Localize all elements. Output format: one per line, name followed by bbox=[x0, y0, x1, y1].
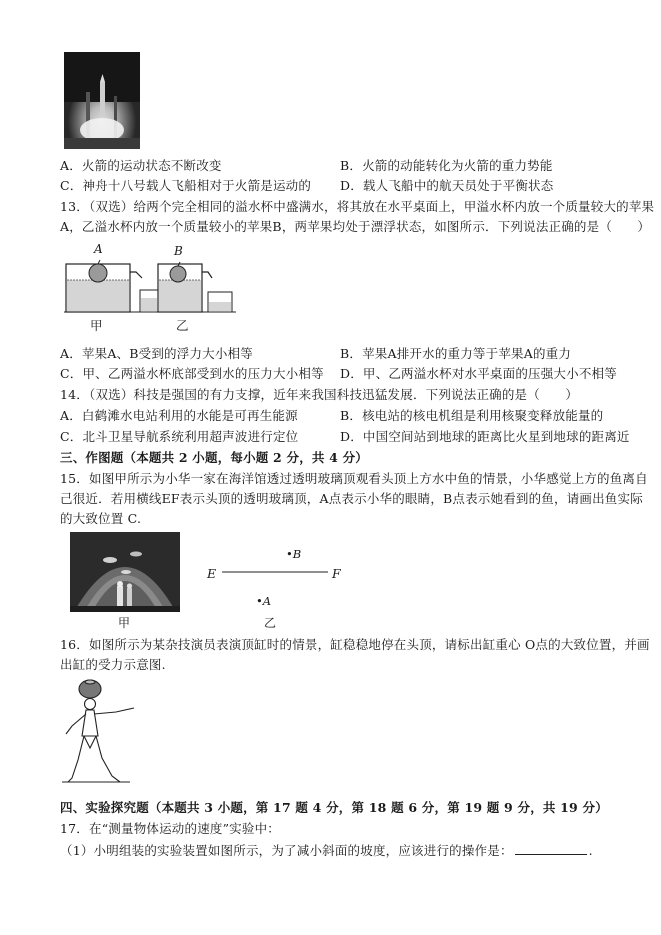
aquarium-tunnel-photo bbox=[70, 532, 180, 612]
q14-option-c: C．北斗卫星导航系统利用超声波进行定位 bbox=[60, 429, 299, 444]
q13-option-a: A．苹果A、B受到的浮力大小相等 bbox=[60, 346, 253, 361]
q12-option-d: D．载人飞船中的航天员处于平衡状态 bbox=[340, 178, 554, 193]
q12-option-c: C．神舟十八号载人飞船相对于火箭是运动的 bbox=[60, 178, 312, 193]
q17-part1 bbox=[60, 842, 593, 859]
cup-yi-caption: 乙 bbox=[176, 318, 189, 333]
rocket-launch-photo bbox=[64, 52, 140, 149]
acrobat-balancing-jar-figure bbox=[60, 678, 140, 790]
q16-stem-line1: 16．如图所示为某杂技演员表演顶缸时的情景，缸稳稳地停在头顶，请标出缸重心 O点的大致位置，并画 bbox=[60, 637, 650, 652]
q14-stem: 14．（双选）科技是强国的有力支撑，近年来我国科技迅猛发展．下列说法正确的是（ ） bbox=[60, 387, 579, 402]
q17-stem: 17．在“测量物体运动的速度”实验中： bbox=[60, 821, 280, 836]
apple-a-label: A bbox=[94, 242, 103, 256]
section-3-heading: 三、作图题（本题共 2 小题，每小题 2 分，共 4 分） bbox=[60, 450, 369, 465]
q14-option-a: A．白鹤滩水电站利用的水能是可再生能源 bbox=[60, 408, 298, 423]
q13-option-b: B．苹果A排开水的重力等于苹果A的重力 bbox=[340, 346, 572, 361]
q12-option-a: A．火箭的运动状态不断改变 bbox=[60, 158, 222, 173]
label-e: E bbox=[207, 566, 217, 581]
apple-b-label: B bbox=[174, 244, 183, 258]
overflow-cups-figure bbox=[60, 242, 240, 334]
q13-stem-line2: A，乙溢水杯内放一个质量较小的苹果B，两苹果均处于漂浮状态，如图所示．下列说法正确的是（ ） bbox=[60, 219, 651, 234]
q15-stem-line2: 己很近．若用横线EF表示头顶的透明玻璃顶，A点表示小华的眼睛，B点表示她看到的鱼，请画出鱼实际 bbox=[60, 491, 643, 506]
photo-caption-jia: 甲 bbox=[118, 616, 131, 630]
q14-option-b: B．核电站的核电机组是利用核聚变释放能量的 bbox=[340, 408, 604, 423]
cup-jia bbox=[66, 260, 158, 312]
q13-option-c: C．甲、乙两溢水杯底部受到水的压力大小相等 bbox=[60, 366, 324, 381]
label-f: F bbox=[332, 566, 341, 581]
cup-yi bbox=[158, 262, 232, 312]
point-b-fish: •B bbox=[286, 547, 302, 561]
glass-roof-diagram bbox=[200, 540, 360, 630]
q17-answer-blank[interactable] bbox=[515, 842, 587, 855]
section-4-heading: 四、实验探究题（本题共 3 小题，第 17 题 4 分，第 18 题 6 分，第 19 题 9 分，共 19 分） bbox=[60, 800, 608, 815]
q17-part1-end: . bbox=[588, 843, 593, 858]
q16-stem-line2: 出缸的受力示意图. bbox=[60, 657, 166, 672]
q15-stem-line1: 15．如图甲所示为小华一家在海洋馆透过透明玻璃顶观看头顶上方水中鱼的情景，小华感觉上方的鱼离自 bbox=[60, 471, 648, 486]
q12-option-b: B．火箭的动能转化为火箭的重力势能 bbox=[340, 158, 553, 173]
q17-part1-text: （1）小明组装的实验装置如图所示，为了减小斜面的坡度，应该进行的操作是： bbox=[60, 843, 513, 858]
q14-option-d: D．中国空间站到地球的距离比火星到地球的距离近 bbox=[340, 429, 630, 444]
diagram-caption-yi: 乙 bbox=[264, 616, 277, 630]
q13-stem-line1: 13．（双选）给两个完全相同的溢水杯中盛满水，将其放在水平桌面上，甲溢水杯内放一个质量较大的苹果 bbox=[60, 199, 655, 214]
q13-option-d: D．甲、乙两溢水杯对水平桌面的压强大小不相等 bbox=[340, 366, 617, 381]
q15-stem-line3: 的大致位置 C. bbox=[60, 511, 142, 526]
cup-jia-caption: 甲 bbox=[90, 318, 103, 333]
point-a-eye: •A bbox=[256, 594, 272, 608]
